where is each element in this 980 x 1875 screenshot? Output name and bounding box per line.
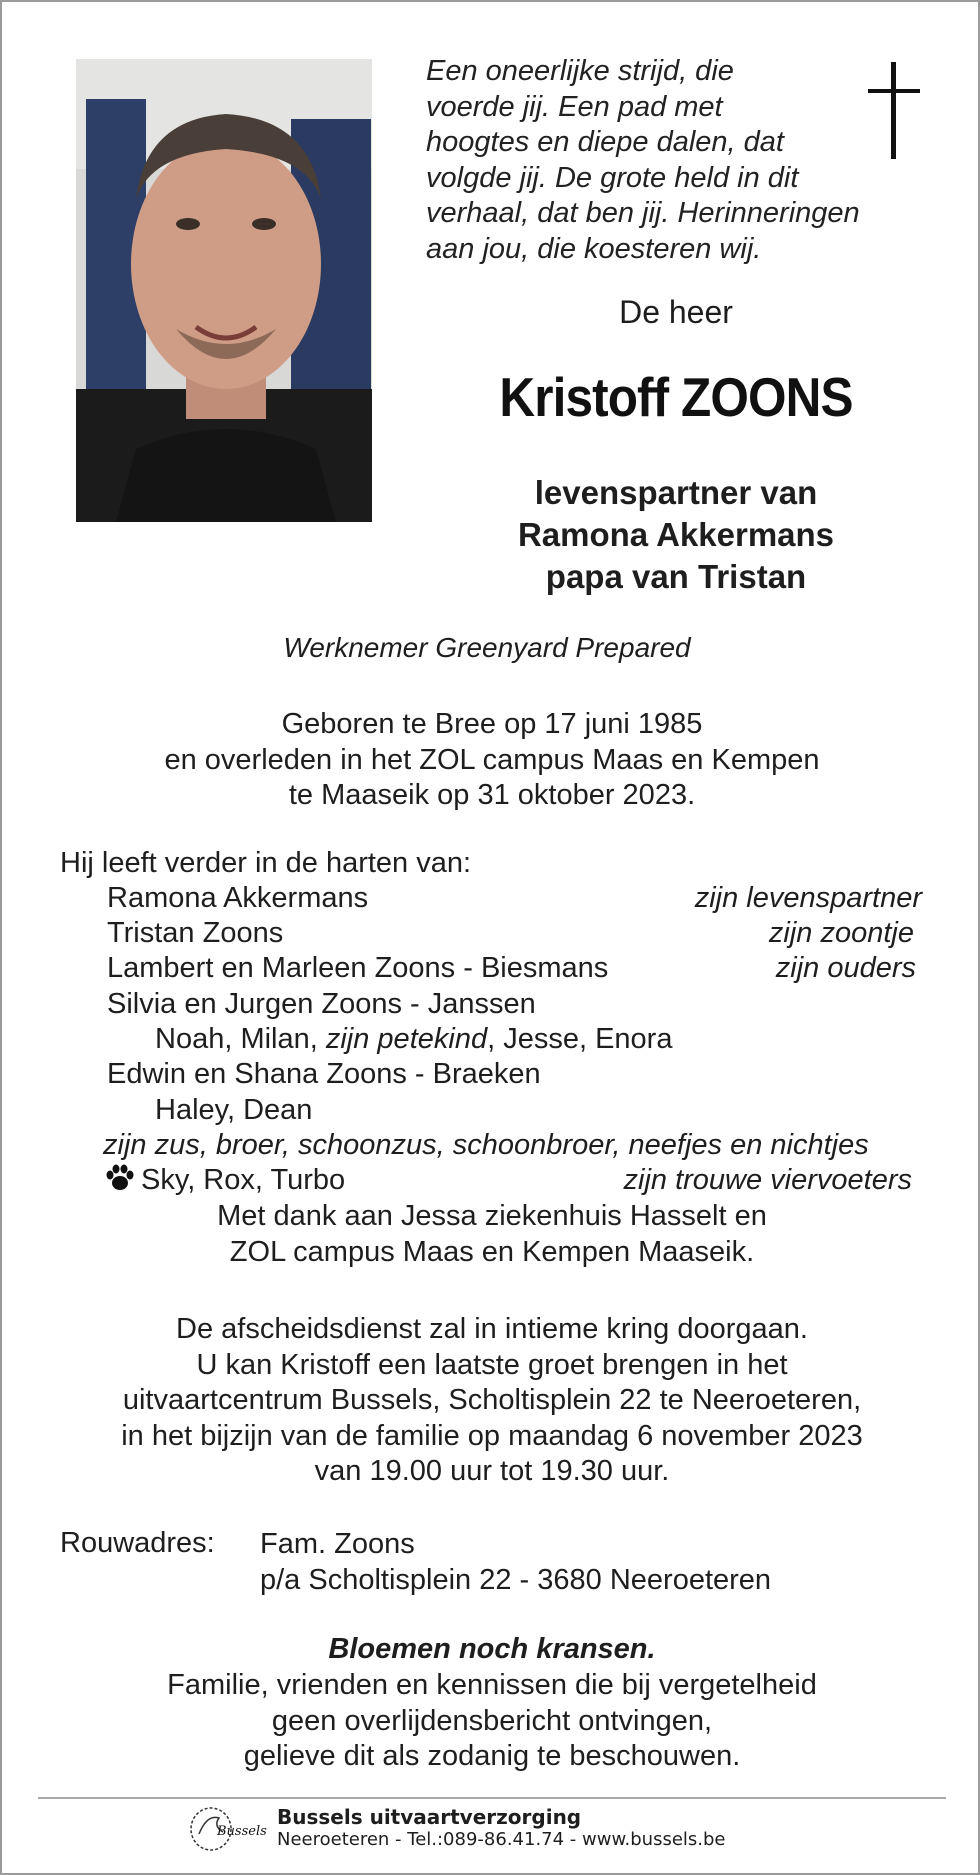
birth-death-line: en overleden in het ZOL campus Maas en Kempen bbox=[164, 743, 820, 776]
flowers-line: gelieve dit als zodanig te beschouwen. bbox=[243, 1740, 741, 1772]
pets-role: zijn trouwe viervoeters bbox=[623, 1164, 912, 1196]
flowers-line: Familie, vrienden en kennissen die bij vergetelheid bbox=[167, 1669, 817, 1701]
survivor-name: Silvia en Jurgen Zoons - Janssen bbox=[107, 988, 536, 1020]
funeral-company: Bussels uitvaartverzorging bbox=[277, 1805, 582, 1829]
footer-divider bbox=[38, 1797, 946, 1799]
honorific: De heer bbox=[619, 294, 733, 330]
employer bbox=[2, 632, 980, 664]
poem bbox=[426, 54, 896, 267]
portrait-photo bbox=[76, 59, 372, 522]
service-line: U kan Kristoff een laatste groet brengen in het bbox=[196, 1348, 788, 1381]
flowers-title: Bloemen noch kransen. bbox=[328, 1633, 656, 1665]
cross-icon bbox=[864, 62, 924, 162]
thanks bbox=[2, 1199, 980, 1270]
poem-line: Een oneerlijke strijd, die bbox=[426, 55, 734, 87]
service-line: van 19.00 uur tot 19.30 uur. bbox=[314, 1455, 670, 1487]
service-line: uitvaartcentrum Bussels, Scholtisplein 22 te Neeroeteren, bbox=[122, 1384, 862, 1416]
poem-line: volgde jij. De grote held in dit bbox=[426, 161, 799, 194]
survivor-name-italic: zijn petekind bbox=[325, 1023, 488, 1055]
thanks-line: Met dank aan Jessa ziekenhuis Hasselt en bbox=[217, 1200, 767, 1232]
service-info bbox=[2, 1312, 980, 1490]
address-label: Rouwadres: bbox=[60, 1527, 215, 1559]
survivor-name: Ramona Akkermans bbox=[107, 882, 369, 914]
poem-line: verhaal, dat ben jij. Herinneringen bbox=[426, 197, 860, 229]
funeral-contact: Neeroeteren - Tel.:089-86.41.74 - www.bussels.be bbox=[277, 1829, 726, 1850]
thanks-line: ZOL campus Maas en Kempen Maaseik. bbox=[229, 1235, 755, 1268]
survivor-role: zijn ouders bbox=[775, 952, 916, 984]
logo-text: Bussels bbox=[217, 1824, 267, 1839]
address bbox=[260, 1527, 771, 1598]
relations bbox=[426, 472, 926, 598]
survivor-name-part: , Jesse, Enora bbox=[487, 1023, 673, 1055]
flowers-line: geen overlijdensbericht ontvingen, bbox=[271, 1704, 713, 1737]
poem-line: aan jou, die koesteren wij. bbox=[426, 232, 762, 265]
bussels-logo bbox=[189, 1804, 267, 1854]
survivor-role: zijn zoontje bbox=[768, 917, 914, 949]
relation-line: Ramona Akkermans bbox=[517, 516, 835, 553]
service-line: in het bijzijn van de familie op maandag 6 november 2023 bbox=[121, 1419, 863, 1452]
address-line: p/a Scholtisplein 22 - 3680 Neeroeteren bbox=[260, 1563, 772, 1596]
survivor-name: Lambert en Marleen Zoons - Biesmans bbox=[107, 952, 609, 984]
family-roles: zijn zus, broer, schoonzus, schoonbroer, neefjes en nichtjes bbox=[103, 1129, 869, 1161]
paw-icon bbox=[105, 1164, 135, 1192]
address-line: Fam. Zoons bbox=[260, 1528, 415, 1560]
flowers-text bbox=[2, 1668, 980, 1775]
birth-death-line: Geboren te Bree op 17 juni 1985 bbox=[281, 708, 703, 740]
poem-line: voerde jij. Een pad met bbox=[426, 90, 723, 123]
survivor-name: Edwin en Shana Zoons - Braeken bbox=[107, 1058, 541, 1090]
survivor-role: zijn levenspartner bbox=[694, 882, 922, 914]
survivor-name: Tristan Zoons bbox=[107, 917, 284, 949]
survivor-name: Haley, Dean bbox=[155, 1094, 313, 1126]
birth-death-line: te Maaseik op 31 oktober 2023. bbox=[288, 779, 696, 811]
relation-line: levenspartner van bbox=[534, 474, 818, 511]
poem-line: hoogtes en diepe dalen, dat bbox=[426, 126, 784, 158]
service-line: De afscheidsdienst zal in intieme kring doorgaan. bbox=[176, 1313, 808, 1345]
employer-text: Werknemer Greenyard Prepared bbox=[283, 632, 691, 663]
relation-line: papa van Tristan bbox=[545, 558, 807, 595]
survivor-name-part: Noah, Milan, bbox=[155, 1023, 326, 1055]
pet-names: Sky, Rox, Turbo bbox=[141, 1164, 346, 1196]
survived-by-title: Hij leeft verder in de harten van: bbox=[60, 847, 472, 879]
birth-death-info bbox=[2, 707, 980, 814]
pets-row bbox=[105, 1164, 345, 1197]
deceased-name: Kristoff ZOONS bbox=[499, 366, 853, 428]
survivor-name bbox=[155, 1023, 672, 1056]
